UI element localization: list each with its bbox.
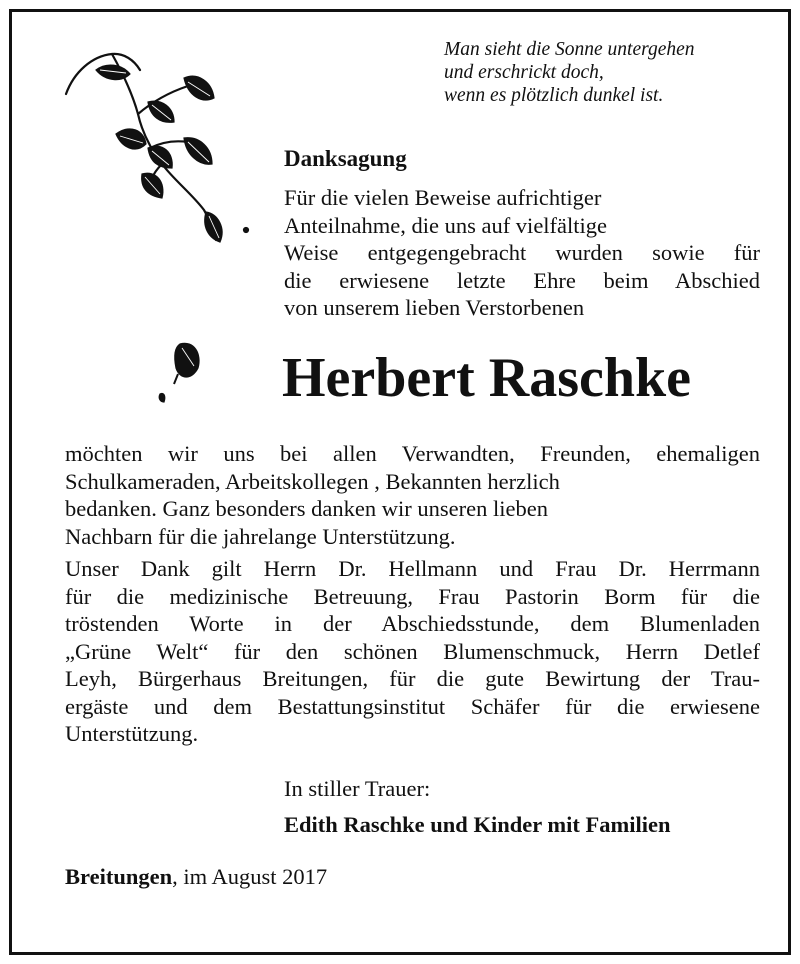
epigraph-quote bbox=[444, 38, 774, 107]
body-line: Unterstützung. bbox=[65, 721, 199, 746]
intro-line: Für die vielen Beweise aufrichtiger bbox=[284, 185, 602, 210]
quote-line: Man sieht die Sonne untergehen bbox=[444, 39, 695, 60]
quote-line: und erschrickt doch, bbox=[444, 62, 604, 83]
body-line: Unser Dank gilt Herrn Dr. Hellmann und Frau Dr. Herrmann bbox=[65, 556, 760, 581]
place-name: Breitungen bbox=[65, 864, 173, 889]
body-line: „Grüne Welt“ für den schönen Blumenschmuck, Herrn Detlef bbox=[65, 638, 760, 664]
thanks-paragraph-1 bbox=[65, 440, 760, 550]
body-line: Nachbarn für die jahrelange Unterstützung. bbox=[65, 523, 456, 549]
intro-line: die erwiesene letzte Ehre beim Abschied bbox=[284, 267, 760, 293]
intro-line: Anteilnahme, die uns auf vielfältige bbox=[284, 212, 608, 238]
heading-danksagung: Danksagung bbox=[284, 146, 407, 171]
birch-branch-illustration bbox=[52, 42, 262, 262]
body-line: ergäste und dem Bestattungsinstitut Schäfer für die erwiesene bbox=[65, 693, 760, 719]
body-line: Schulkameraden, Arbeitskollegen , Bekannten herzlich bbox=[65, 468, 560, 494]
body-line: möchten wir uns bei allen Verwandten, Freunden, ehemaligen bbox=[65, 441, 760, 466]
intro-paragraph bbox=[284, 184, 760, 322]
thanks-paragraph-2 bbox=[65, 555, 760, 748]
deceased-name: Herbert Raschke bbox=[282, 347, 692, 409]
place-date-line bbox=[65, 864, 327, 890]
body-line: Leyh, Bürgerhaus Breitungen, für die gute Bewirtung der Trau- bbox=[65, 666, 760, 691]
obituary-frame bbox=[9, 9, 791, 955]
mourners-names: Edith Raschke und Kinder mit Familien bbox=[284, 812, 671, 837]
intro-line: Weise entgegengebracht wurden sowie für bbox=[284, 240, 760, 265]
body-line: für die medizinische Betreuung, Frau Pastorin Borm für die bbox=[65, 583, 760, 609]
body-line: bedanken. Ganz besonders danken wir unseren lieben bbox=[65, 496, 548, 521]
falling-leaf-illustration bbox=[152, 330, 212, 410]
quote-line: wenn es plötzlich dunkel ist. bbox=[444, 85, 664, 106]
body-line: tröstenden Worte in der Abschiedsstunde, dem Blumenladen bbox=[65, 611, 760, 636]
intro-line: von unserem lieben Verstorbenen bbox=[284, 295, 585, 320]
date-text: , im August 2017 bbox=[172, 864, 328, 889]
mourning-label: In stiller Trauer: bbox=[284, 776, 431, 801]
